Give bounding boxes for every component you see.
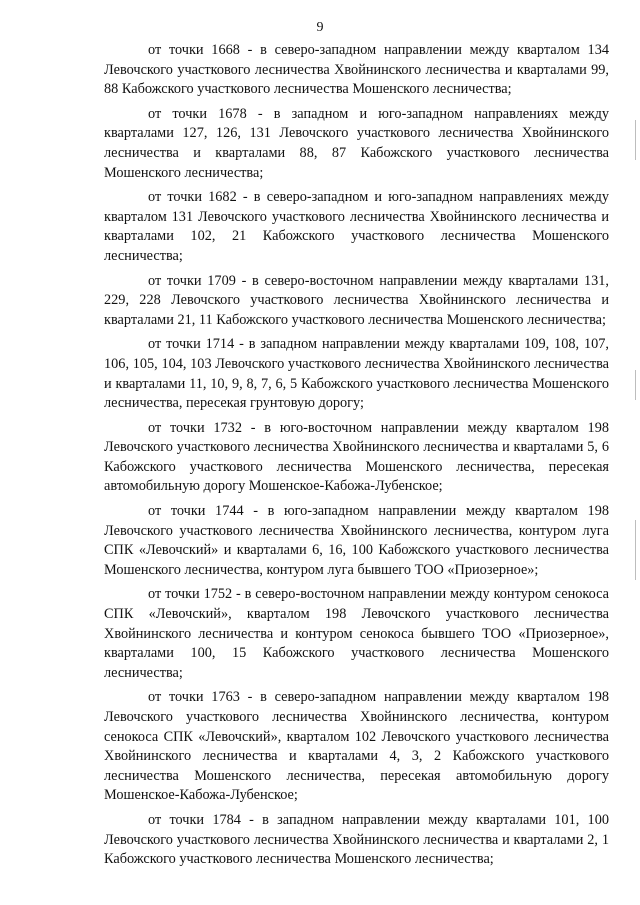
paragraph-1784: от точки 1784 - в западном направлении между кварталами 101, 100 Левочского участкового лесничества Хвойнинского лесничества и кварталами 2, 1 Кабожского участкового лесничества Мошенского лесничества; — [104, 811, 609, 868]
paragraph-1668: от точки 1668 - в северо-западном направлении между кварталом 134 Левочского участкового лесничества Хвойнинского лесничества и кварталами 99, 88 Кабожского участкового лесничества Мошенского лесничества; — [104, 42, 609, 98]
paragraph-1744: от точки 1744 - в юго-западном направлении между кварталом 198 Левочского участкового лесничества Хвойнинского лесничества, контуром луга СПК «Левочский» и кварталами 6, 16, 100 Кабожского участкового лесничества Мошенского лесничества, контуром луга бывшего ТОО «Приозерное»; — [104, 503, 609, 578]
paragraph-1752: от точки 1752 - в северо-восточном направлении между контуром сенокоса СПК «Левочский», кварталом 198 Левочского участкового лесничества Хвойнинского лесничества и контуром сенокоса бывшего ТОО «Приозерное», кварталами 100, 15 Кабожского участкового лесничества Мошенского лесничества; — [104, 586, 609, 681]
paragraph-1763: от точки 1763 - в северо-западном направлении между кварталом 198 Левочского участкового лесничества Хвойнинского лесничества, контуром сенокоса СПК «Левочский», кварталом 102 Левочского участкового лесничества Хвойнинского лесничества и кварталами 4, 3, 2 Кабожского участкового лесничества Мошенского лесничества, пересекая автомобильную дорогу Мошенское-Кабожа-Лубенское; — [104, 689, 609, 804]
paragraph-1732: от точки 1732 - в юго-восточном направлении между кварталом 198 Левочского участкового лесничества Хвойнинского лесничества и кварталами 5, 6 Кабожского участкового лесничества Мошенского лесничества, пересекая автомобильную дорогу Мошенское-Кабожа-Лубенское; — [104, 419, 609, 495]
paragraph-1682: от точки 1682 - в северо-западном и юго-западном направлениях между кварталом 131 Левочского участкового лесничества Хвойнинского лесничества и кварталами 102, 21 Кабожского участкового лесничества Мошенского лесничества; — [104, 189, 609, 264]
document-body — [104, 41, 609, 875]
page-number: 9 — [316, 20, 324, 35]
paragraph-1714: от точки 1714 - в западном направлении между кварталами 109, 108, 107, 106, 105, 104, 103 Левочского участкового лесничества Хвойнинского лесничества и кварталами 11, 10, 9, 8, 7, 6, 5 Кабожского участкового лесничества Мошенского лесничества, пересекая грунтовую дорогу; — [104, 336, 609, 412]
paragraph-1678: от точки 1678 - в западном и юго-западном направлениях между кварталами 127, 126, 131 Левочского участкового лесничества Хвойнинского лесничества и кварталами 88, 87 Кабожского участкового лесничества Мошенского лесничества; — [104, 105, 609, 181]
scan-edge-mark — [635, 520, 636, 580]
paragraph-1709: от точки 1709 - в северо-восточном направлении между кварталами 131, 229, 228 Левочского участкового лесничества Хвойнинского лесничества и кварталами 21, 11 Кабожского участкового лесничества Мошенского лесничества; — [104, 272, 609, 328]
scan-edge-mark — [635, 370, 636, 400]
scan-edge-mark — [635, 120, 636, 160]
